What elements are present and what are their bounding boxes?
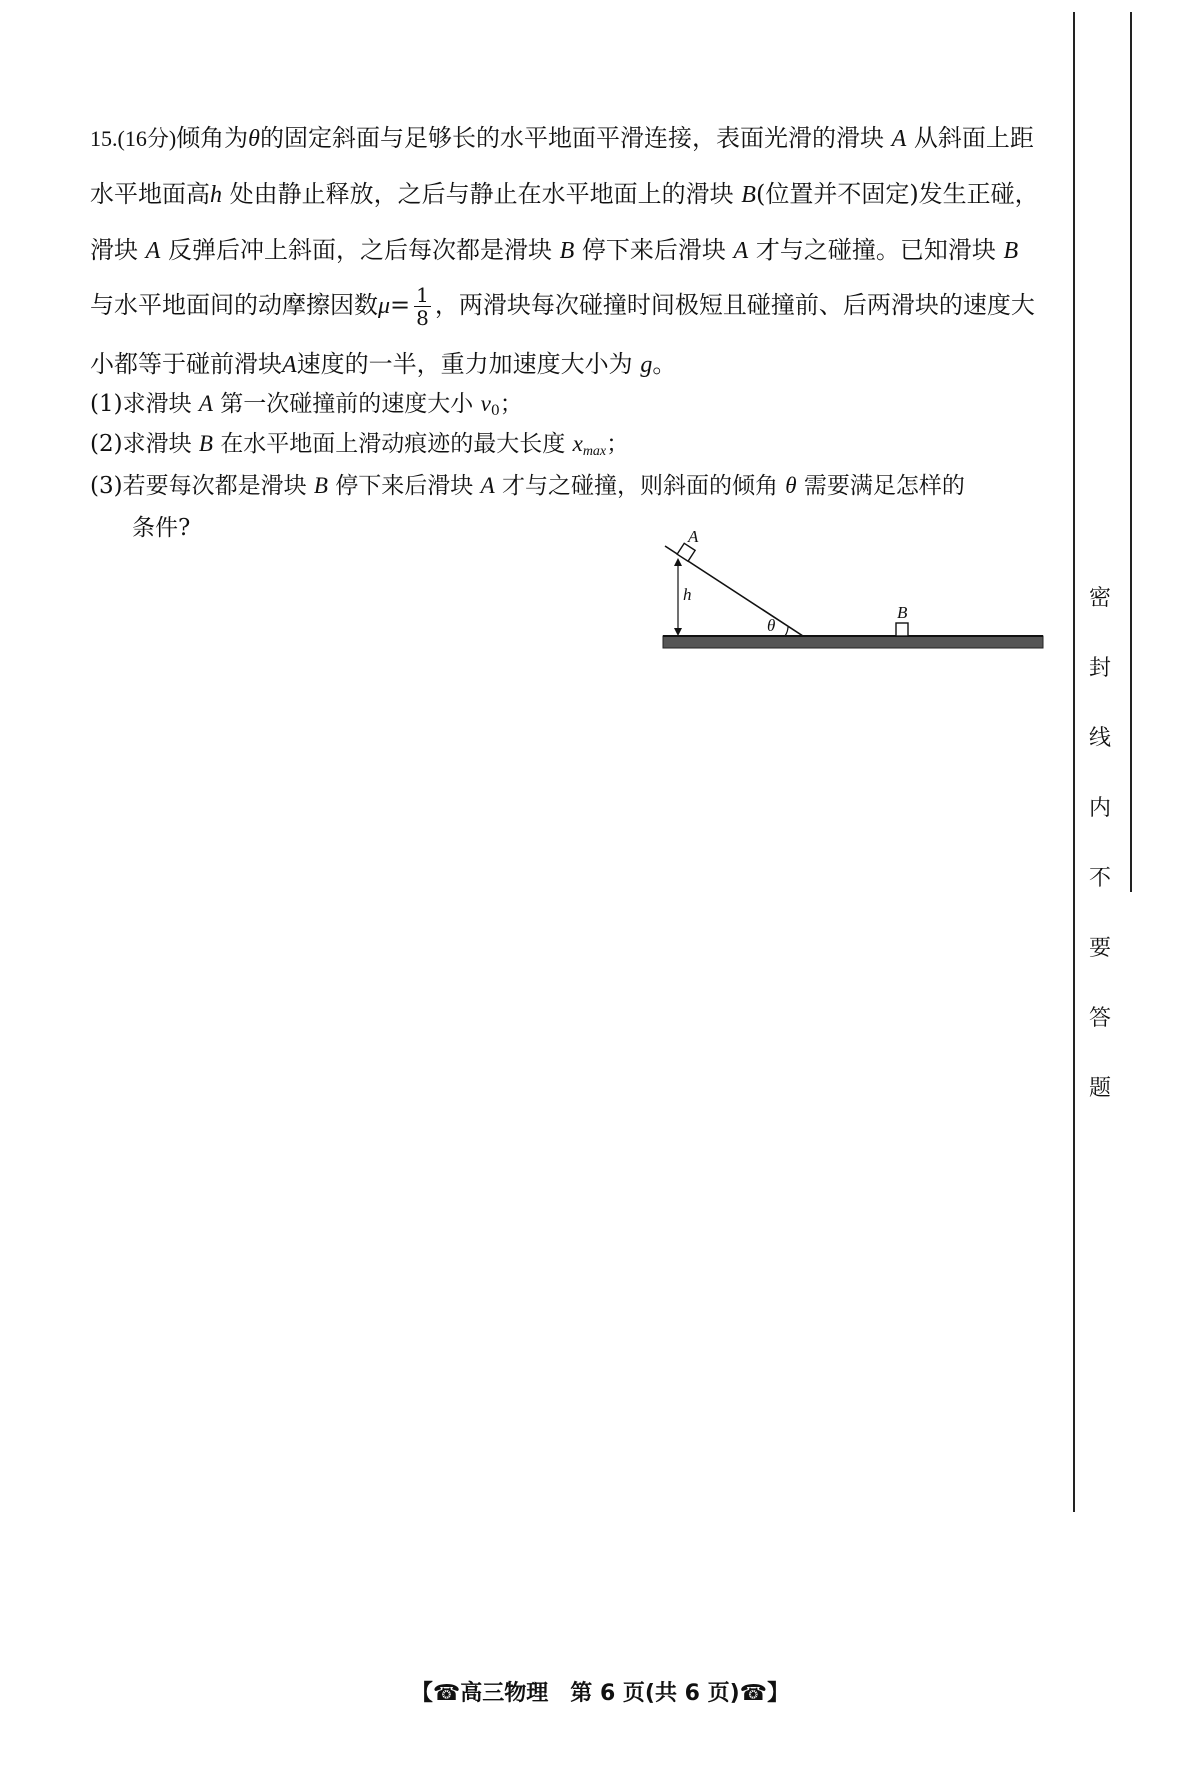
mu-symbol: μ (378, 293, 391, 319)
block-b-symbol: B (1003, 238, 1019, 264)
seal-char: 密 (1088, 586, 1111, 611)
fraction-denominator: 8 (416, 306, 429, 330)
label-h: h (683, 585, 692, 604)
block-a-symbol: A (480, 473, 495, 498)
text: 与水平地面间的动摩擦因数 (90, 291, 378, 319)
block-a-symbol: A (145, 238, 161, 264)
text: 倾角为 (176, 124, 249, 152)
ground-surface (663, 636, 1043, 648)
seal-char: 线 (1088, 726, 1111, 751)
text: 才与之碰撞。已知滑块 (755, 236, 996, 264)
text: 在水平地面上滑动痕迹的最大长度 (220, 431, 566, 457)
height-arrow-head-top (674, 558, 682, 566)
velocity-symbol: v (480, 391, 491, 416)
length-subscript: max (582, 444, 607, 459)
text: 才与之碰撞，则斜面的倾角 (501, 473, 778, 499)
question-line-1 (90, 118, 1034, 159)
seal-char: 封 (1088, 656, 1111, 681)
text: (3)若要每次都是滑块 (90, 473, 307, 499)
text: 反弹后冲上斜面，之后每次都是滑块 (167, 236, 552, 264)
seal-char: 内 (1088, 796, 1111, 821)
block-b-symbol: B (741, 182, 756, 208)
question-line-3 (90, 230, 1018, 271)
text: 需要满足怎样的 (803, 473, 965, 499)
incline-diagram (655, 528, 1050, 653)
block-a-symbol: A (891, 126, 907, 152)
text: (位置并不固定)发生正碰， (755, 180, 1039, 208)
gravity-symbol: g (640, 352, 653, 378)
label-b: B (897, 603, 908, 622)
text: 小都等于碰前滑块 (90, 350, 282, 378)
angle-arc (785, 627, 788, 636)
text: 第一次碰撞前的速度大小 (220, 391, 474, 417)
binding-line-inner (1130, 12, 1132, 892)
seal-char: 答 (1088, 1006, 1111, 1031)
text: 速度的一半，重力加速度大小为 (296, 350, 633, 378)
seal-char: 要 (1088, 936, 1111, 961)
question-score: (16分) (117, 126, 177, 151)
label-theta: θ (767, 616, 776, 635)
theta-symbol: θ (248, 126, 260, 152)
block-b-symbol: B (559, 238, 575, 264)
question-line-5 (90, 344, 676, 385)
text: ； (499, 391, 523, 417)
page-footer: 【☎高三物理 第 6 页(共 6 页)☎】 (410, 1681, 790, 1706)
block-a-symbol: A (198, 391, 213, 416)
block-a-symbol: A (282, 352, 297, 378)
text: 处由静止释放，之后与静止在水平地面上的滑块 (229, 180, 734, 208)
text: ，两滑块每次碰撞时间极短且碰撞前、后两滑块的速度大 (434, 291, 1035, 319)
text: 。 (652, 350, 677, 378)
height-arrow-head-bottom (674, 628, 682, 636)
text: 从斜面上距 (913, 124, 1034, 152)
theta-symbol: θ (785, 473, 797, 498)
incline-diagram-svg (655, 528, 1050, 653)
sub-question-2 (90, 424, 629, 472)
text: 的固定斜面与足够长的水平地面平滑连接，表面光滑的滑块 (259, 124, 884, 152)
seal-char: 题 (1088, 1076, 1111, 1101)
height-symbol: h (210, 182, 222, 208)
fraction-one-eighth (414, 284, 431, 329)
text: ； (606, 431, 630, 457)
equals-sign: = (390, 291, 411, 319)
text: (1)求滑块 (90, 391, 192, 417)
block-b-symbol: B (198, 431, 213, 456)
text: 停下来后滑块 (581, 236, 726, 264)
question-number: 15. (90, 126, 118, 151)
sub-question-3-continued (132, 508, 190, 548)
binding-line-outer (1073, 12, 1075, 1512)
question-line-2 (90, 174, 1039, 215)
block-b-symbol: B (313, 473, 328, 498)
text: 滑块 (90, 236, 138, 264)
fraction-numerator: 1 (416, 283, 429, 307)
text: (2)求滑块 (90, 431, 192, 457)
text: 停下来后滑块 (335, 473, 474, 499)
text: 条件? (132, 515, 191, 541)
seal-line-notice (1080, 588, 1120, 1148)
text: 水平地面高 (90, 180, 210, 208)
label-a: A (688, 528, 699, 546)
question-line-4 (90, 284, 1035, 329)
velocity-subscript: 0 (490, 403, 500, 419)
seal-char: 不 (1088, 866, 1111, 891)
sub-question-3 (90, 466, 965, 506)
block-b (896, 623, 908, 636)
length-symbol: x (572, 431, 583, 456)
block-a-symbol: A (733, 238, 749, 264)
